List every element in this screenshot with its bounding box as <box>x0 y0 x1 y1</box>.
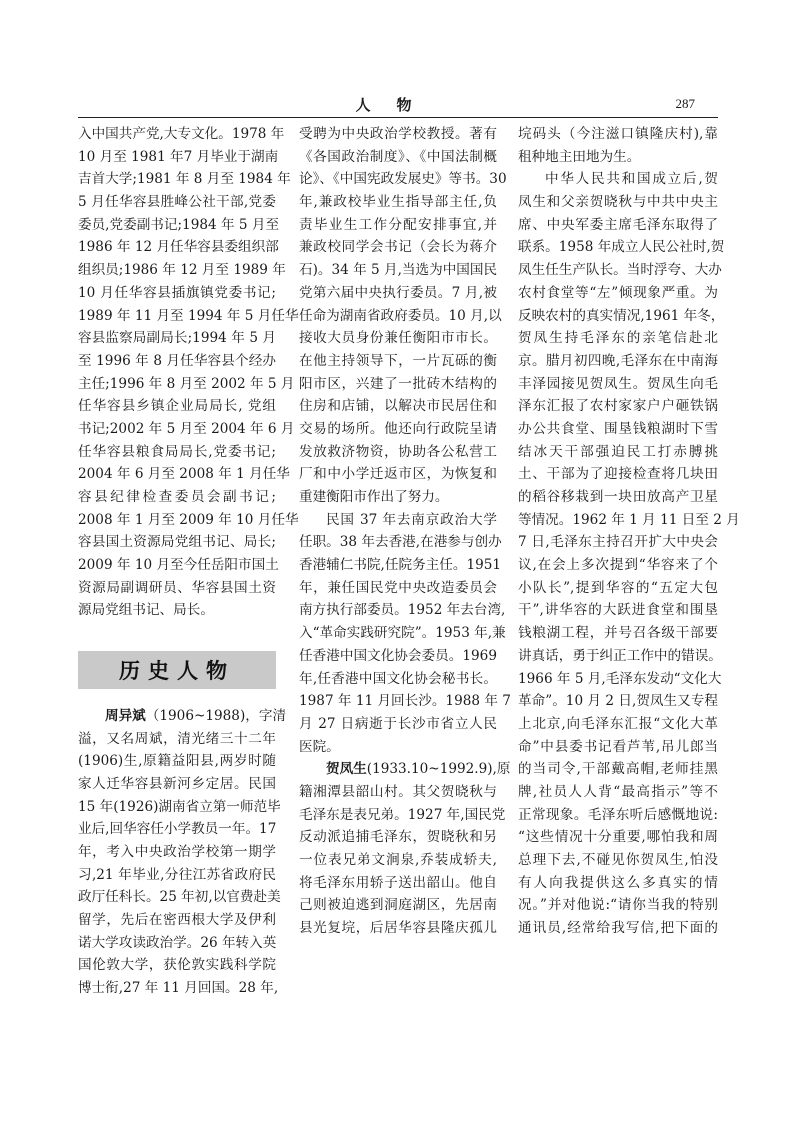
text-line: 入“革命实践研究院”。1953 年,兼 <box>299 625 506 642</box>
text-line: 南方执行部委员。1952 年去台湾, <box>299 602 506 619</box>
text-line: 办公共食堂、围垦钱粮湖时下雪 <box>518 420 718 437</box>
text-line: 联系。1958 年成立人民公社时,贺 <box>518 239 725 256</box>
text-line: 任香港中国文化协会委员。1969 <box>299 647 497 664</box>
text-line: 通讯员,经常给我写信,把下面的 <box>518 920 718 937</box>
text-line: 书记;2002 年 5 月至 2004 年 6 月 <box>78 420 295 437</box>
text-line: 正常现象。毛泽东听后感慨地说: <box>518 806 718 823</box>
text-line: 年，兼任国民党中央改造委员会 <box>299 579 497 596</box>
text-line: 月 27 日病逝于长沙市省立人民 <box>299 715 497 732</box>
text-line: 京。腊月初四晚,毛泽东在中南海 <box>518 352 718 369</box>
text-line: 干”,讲华容的大跃进食堂和围垦 <box>518 602 718 619</box>
section-heading <box>78 651 276 689</box>
text-line: 交易的场所。他还向行政院呈请 <box>299 420 497 437</box>
text-line: 丰泽园接见贺凤生。贺凤生向毛 <box>518 375 718 392</box>
text-block-he-cont <box>518 123 718 168</box>
text-line: 己则被迫逃到洞庭湖区，先居南 <box>299 897 497 914</box>
person-name: 周异斌 <box>105 707 146 724</box>
text-line: 贺凤生持毛泽东的亲笔信赴北 <box>518 330 718 347</box>
page-number: 287 <box>675 96 695 111</box>
text-line: 任职。38 年去香港,在港参与创办 <box>299 534 502 551</box>
text-line: 在他主持领导下，一片瓦砾的衡 <box>299 352 497 369</box>
text-line: 《各国政治制度》、《中国法制概 <box>299 148 497 165</box>
text-line: 1989 年 11 月至 1994 年 5 月任华 <box>78 307 299 324</box>
text-line: 农村食堂等“左”倾现象严重。为 <box>518 284 718 301</box>
header-rule <box>78 117 718 118</box>
text-line: 溢，又名周斌，清光绪三十二年 <box>78 730 276 747</box>
text-line: 等情况。1962 年 1 月 11 日至 2 月 <box>518 511 740 528</box>
text-line: 租种地主田地为生。 <box>518 148 641 165</box>
bio-first-line: 周异斌（1906~1988)，字清 <box>105 707 287 724</box>
text-line: 容县纪律检查委员会副书记; <box>78 489 276 505</box>
running-header-title: 人物 <box>355 96 438 114</box>
person-name: 贺凤生 <box>326 761 367 778</box>
text-line: 任命为湖南省政府委员。10 月,以 <box>299 307 502 324</box>
bio-first-line: 贺凤生(1933.10~1992.9),原 <box>326 761 511 778</box>
text-line: 石)。34 年 5 月,当选为中国国民 <box>299 262 498 279</box>
text-line: 籍湘潭县韶山村。其父贺晓秋与 <box>299 783 497 800</box>
text-line: 源局党组书记、局长。 <box>78 602 214 619</box>
text-line: 发放救济物资，协助各公私营工 <box>299 443 497 460</box>
text-line: 10 月至 1981 年7 月毕业于湖南 <box>78 148 279 165</box>
text-line: 5 月任华容县胜峰公社干部,党委 <box>78 194 276 211</box>
text-line: 县光复垸，后居华容县隆庆孤儿 <box>299 920 497 937</box>
text-line: 上北京,向毛泽东汇报“文化大革 <box>518 715 718 732</box>
text-line: 厂和中小学迁返市区，为恢复和 <box>299 466 497 483</box>
text-line: 受聘为中央政治学校教授。著有 <box>299 126 497 142</box>
text-line: 1986 年 12 月任华容县委组织部 <box>78 239 279 256</box>
text-line: 1966 年 5 月,毛泽东发动“文化大 <box>518 670 722 687</box>
text-line: 结冰天干部强迫民工打赤膊挑 <box>518 443 718 460</box>
section-title: 历史人物 <box>119 658 235 683</box>
text-line: 议,在会上多次提到“华容来了个 <box>518 557 718 574</box>
text-line: 2009 年 10 月至今任岳阳市国土 <box>78 557 279 574</box>
text-block-zhou <box>78 728 281 1000</box>
text-line: 主任;1996 年 8 月至 2002 年 5 月 <box>78 375 295 392</box>
text-line: 中华人民共和国成立后,贺 <box>545 171 718 188</box>
text-line: 吉首大学;1981 年 8 月至 1984 年 <box>78 171 291 188</box>
text-line: 医院。 <box>299 738 340 755</box>
text-line: 论》、《中国宪政发展史》等书。30 <box>299 171 507 188</box>
text-line: (1906)生,原籍益阳县,两岁时随 <box>78 753 276 770</box>
text-line: 命”中县委书记看芦苇,吊儿郎当 <box>518 738 718 755</box>
text-line: 容县监察局副局长;1994 年 5 月 <box>78 330 276 347</box>
text-line: 席、中央军委主席毛泽东取得了 <box>518 216 718 233</box>
text-block-zhou-cont <box>299 123 507 509</box>
column-1 <box>78 123 299 1000</box>
text-line: 政厅任科长。25 年初,以官费赴美 <box>78 889 281 906</box>
text-line: 重建衡阳市作出了努力。 <box>299 489 449 505</box>
text-line: 15 年(1926)湖南省立第一师范毕 <box>78 798 281 815</box>
text-line: 毛泽东是表兄弟。1927 年,国民党 <box>299 806 506 823</box>
text-line: 将毛泽东用轿子送出韶山。他自 <box>299 874 497 891</box>
text-line: 反动派追捕毛泽东，贺晓秋和另 <box>299 829 497 846</box>
text-line: 况。”并对他说:“请你当我的特别 <box>518 897 718 914</box>
text-line: 兼政校同学会书记（会长为蒋介 <box>299 239 497 256</box>
text-line: 小队长”,提到华容的“五定大包 <box>518 579 718 596</box>
text-line: 10 月任华容县插旗镇党委书记; <box>78 284 276 301</box>
text-line: 博士衔,27 年 11 月回国。28 年, <box>78 980 279 997</box>
text-line: 1987 年 11 月回长沙。1988 年 7 <box>299 693 511 710</box>
text-line: 钱粮湖工程，并号召各级干部要 <box>518 625 718 642</box>
text-line: 民国 37 年去南京政治大学 <box>326 511 497 528</box>
text-line: 阳市区，兴建了一批砖木结构的 <box>299 375 497 392</box>
text-line: 组织员;1986 年 12 月至 1989 年 <box>78 262 286 279</box>
text-line: 年,任香港中国文化协会秘书长。 <box>299 670 497 687</box>
text-line: 2004 年 6 月至 2008 年 1 月任华 <box>78 466 290 483</box>
text-line: 习,21 年毕业,分往江苏省政府民 <box>78 866 276 883</box>
text-line: 任华容县粮食局局长,党委书记; <box>78 443 276 460</box>
text-line: 总理下去,不碰见你贺凤生,怕没 <box>518 852 718 868</box>
text-line: 革命”。10 月 2 日,贺凤生又专程 <box>518 693 718 710</box>
text-line: 有人向我提供这么多真实的情 <box>518 874 718 891</box>
text-line: 入中国共产党,大专文化。1978 年 <box>78 126 285 142</box>
text-line: 垸码头（今注滋口镇隆庆村),靠 <box>518 126 718 142</box>
text-block-he-prc <box>518 168 740 939</box>
text-line: 资源局副调研员、华容县国土资 <box>78 579 276 596</box>
text-line: 住房和店铺，以解决市民居住和 <box>299 398 497 415</box>
text-line: 接收大员身份兼任衡阳市市长。 <box>299 330 497 347</box>
text-line: 国伦敦大学，获伦敦实践科学院 <box>78 957 276 974</box>
text-line: 年，考入中央政治学校第一期学 <box>78 843 276 860</box>
text-line: 反映农村的真实情况,1961 年冬， <box>518 307 725 324</box>
text-line: 留学，先后在密西根大学及伊利 <box>78 912 276 928</box>
text-line: 凤生和父亲贺晓秋与中共中央主 <box>518 194 718 211</box>
column-2 <box>299 123 511 940</box>
text-line: 的稻谷移栽到一块田放高产卫星 <box>518 489 718 505</box>
text-line: 土、干部为了迎接检查将几块田 <box>518 466 718 483</box>
text-line: 一位表兄弟文涧泉,乔装成轿夫, <box>299 852 497 868</box>
text-line: 年,兼政校毕业生指导部主任,负 <box>299 194 497 211</box>
text-line: 至 1996 年 8 月任华容县个经办 <box>78 352 276 369</box>
text-line: 家人迁华容县新河乡定居。民国 <box>78 775 276 792</box>
text-line: 业后,回华容任小学教员一年。17 <box>78 821 277 838</box>
text-line: 的当司令,干部戴高帽,老师挂黑 <box>518 761 718 778</box>
text-line: 2008 年 1 月至 2009 年 10 月任华 <box>78 511 299 528</box>
text-line: 牌,社员人人背“最高指示”等不 <box>518 783 718 800</box>
text-line: 容县国土资源局党组书记、局长; <box>78 534 276 551</box>
text-line: 责毕业生工作分配安排事宜,并 <box>299 216 497 233</box>
text-line: 任华容县乡镇企业局局长, 党组 <box>78 398 276 415</box>
text-block-career <box>78 123 299 622</box>
text-line: 委员,党委副书记;1984 年 5 月至 <box>78 216 280 233</box>
text-line: “这些情况十分重要,哪怕我和周 <box>518 829 718 846</box>
text-block-zhou-later <box>299 509 511 759</box>
column-3 <box>518 123 740 940</box>
text-block-he <box>299 781 506 940</box>
text-line: 香港辅仁书院,任院务主任。1951 <box>299 557 502 574</box>
text-line: 讲真话，勇于纠正工作中的错误。 <box>518 647 722 664</box>
text-line: 7 日,毛泽东主持召开扩大中央会 <box>518 534 718 551</box>
text-line: 泽东汇报了农村家家户户砸铁锅 <box>518 398 718 415</box>
text-line: 凤生任生产队长。当时浮夸、大办 <box>518 262 722 279</box>
text-line: 诺大学攻读政治学。26 年转入英 <box>78 934 277 951</box>
text-line: 党第六届中央执行委员。7 月,被 <box>299 284 497 301</box>
